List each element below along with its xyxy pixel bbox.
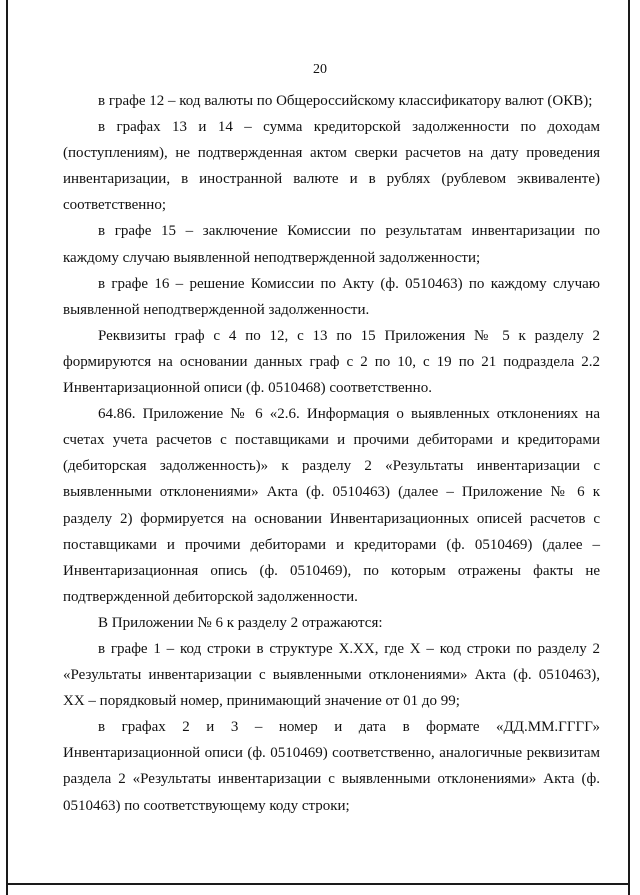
paragraph-grafa-15: в графе 15 – заключение Комиссии по результатам инвентаризации по каждому случаю выявленной неподтвержденной задолженности;: [63, 223, 600, 266]
document-body: [63, 88, 600, 819]
paragraph-grafy-13-14: в графах 13 и 14 – сумма кредиторской задолженности по доходам (поступлениям), не подтвержденная актом сверки расчетов на дату проведения инвентаризации, в иностранной валюте и в рублях (рублевом эквиваленте) соответственно;: [63, 119, 600, 214]
paragraph-prilozhenie-6-intro: В Приложении № 6 к разделу 2 отражаются:: [98, 614, 383, 631]
paragraph-grafa-1: в графе 1 – код строки в структуре Х.ХХ, где Х – код строки по разделу 2 «Результаты инвентаризации с выявленными отклонениями» Акта (ф. 0510463), ХХ – порядковый номер, принимающий значение от 01 до 99;: [63, 640, 600, 710]
paragraph-grafa-12: в графе 12 – код валюты по Общероссийскому классификатору валют (ОКВ);: [98, 93, 593, 109]
paragraph-rekvizity: Реквизиты граф с 4 по 12, с 13 по 15 Приложения № 5 к разделу 2 формируются на основании данных граф с 2 по 10, с 19 по 21 подраздела 2.2 Инвентаризационной описи (ф. 0510468) соответственно.: [63, 327, 600, 397]
scan-edge-left: [6, 0, 8, 895]
page-number: 20: [313, 62, 327, 77]
scan-edge-bottom: [6, 883, 630, 885]
paragraph-grafy-2-3: в графах 2 и 3 – номер и дата в формате «ДД.ММ.ГГГГ» Инвентаризационной описи (ф. 0510469) соответственно, аналогичные реквизитам раздела 2 «Результаты инвентаризации с выявленными отклонениями» Акта (ф. 0510463) по соответствующему коду строки;: [63, 719, 600, 814]
paragraph-64-86: 64.86. Приложение № 6 «2.6. Информация о выявленных отклонениях на счетах учета расчетов с поставщиками и прочими дебиторами и кредиторами (дебиторская задолженность)» к разделу 2 «Результаты инвентаризации с выявленными отклонениями» Акта (ф. 0510463) (далее – Приложение № 6 к разделу 2) формируется на основании Инвентаризационных описей расчетов с поставщиками и прочими дебиторами и кредиторами (ф. 0510469) (далее – Инвентаризационная опись (ф. 0510469), по которым отражены факты не подтвержденной дебиторской задолженности.: [63, 406, 600, 605]
paragraph-grafa-16: в графе 16 – решение Комиссии по Акту (ф. 0510463) по каждому случаю выявленной неподтвержденной задолженности.: [63, 275, 600, 318]
scan-edge-right: [628, 0, 630, 895]
